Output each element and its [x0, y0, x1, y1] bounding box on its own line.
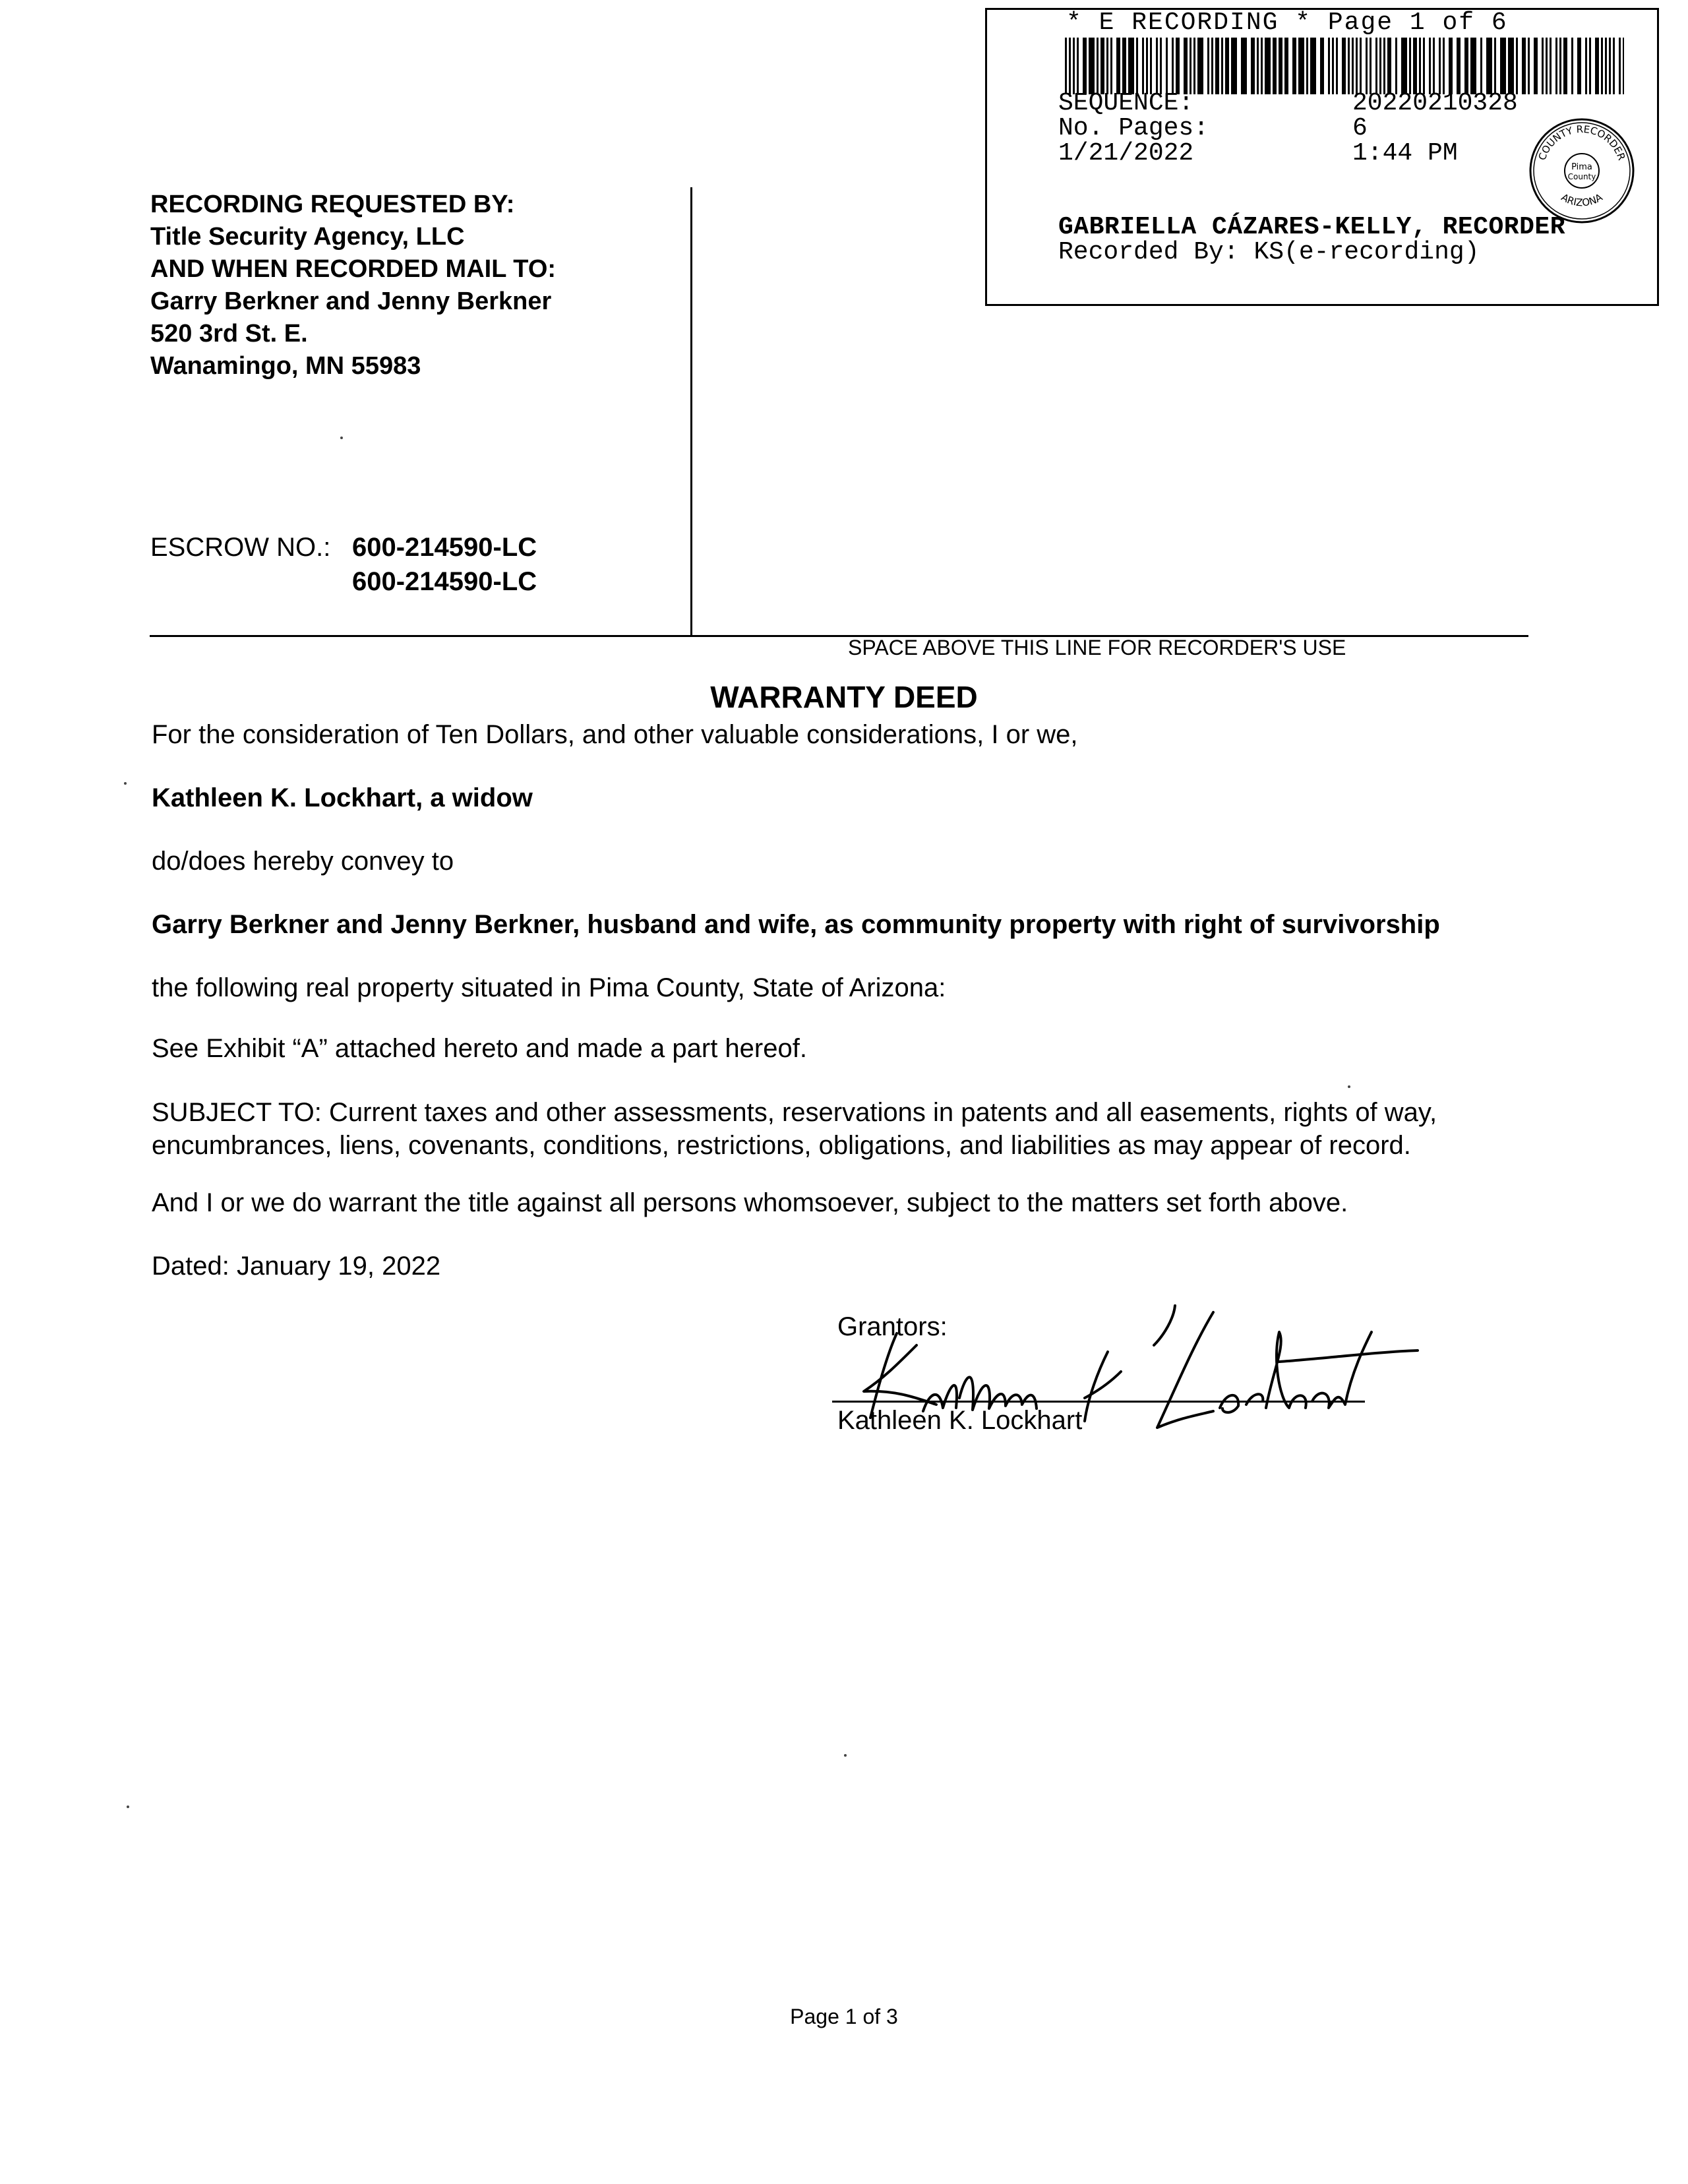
- divider-vertical: [690, 187, 692, 637]
- requested-by-label: RECORDING REQUESTED BY:: [150, 191, 515, 218]
- consideration-text: For the consideration of Ten Dollars, and other valuable considerations, I or we,: [152, 720, 1078, 749]
- recorder-stamp: [985, 8, 1659, 306]
- escrow-number: 600-214590-LC: [352, 567, 537, 596]
- dated-text: Dated: January 19, 2022: [152, 1252, 441, 1281]
- mail-to-city: Wanamingo, MN 55983: [150, 352, 421, 380]
- scan-speck: [124, 782, 127, 785]
- svg-text:ARIZONA: ARIZONA: [1559, 191, 1605, 209]
- sequence-label: SEQUENCE:: [1058, 89, 1194, 117]
- stamp-header: * E RECORDING * Page 1 of 6: [1066, 9, 1508, 37]
- escrow-number: 600-214590-LC: [352, 533, 537, 562]
- grantees-text: Garry Berkner and Jenny Berkner, husband and wife, as community property with right of survivorship: [152, 910, 1440, 939]
- recorded-by: Recorded By: KS(e-recording): [1058, 238, 1480, 266]
- recording-address-block: [150, 189, 556, 382]
- grantor-text: Kathleen K. Lockhart, a widow: [152, 783, 533, 812]
- recorder-space-note: SPACE ABOVE THIS LINE FOR RECORDER'S USE: [848, 636, 1346, 659]
- pages-value: 6: [1352, 114, 1368, 142]
- county-seal-icon: [1528, 117, 1636, 225]
- grantors-label: Grantors:: [837, 1312, 948, 1341]
- record-time: 1:44 PM: [1352, 139, 1458, 167]
- svg-text:COUNTY RECORDER: COUNTY RECORDER: [1536, 123, 1628, 162]
- requested-by-name: Title Security Agency, LLC: [150, 223, 465, 251]
- mail-to-label: AND WHEN RECORDED MAIL TO:: [150, 255, 557, 283]
- sequence-value: 20220210328: [1352, 89, 1518, 117]
- svg-text:Pima: Pima: [1571, 162, 1592, 172]
- exhibit-text: See Exhibit “A” attached hereto and made a part hereof.: [152, 1034, 807, 1063]
- recorder-name: GABRIELLA CÁZARES-KELLY, RECORDER: [1058, 213, 1566, 241]
- svg-text:County: County: [1567, 172, 1596, 181]
- pages-label: No. Pages:: [1058, 114, 1209, 142]
- mail-to-name: Garry Berkner and Jenny Berkner: [150, 288, 552, 315]
- scan-speck: [340, 437, 343, 439]
- grantor-printed-name: Kathleen K. Lockhart: [837, 1406, 1083, 1435]
- subject-to-text: SUBJECT TO: Current taxes and other assessments, reservations in patents and all easements, rights of way, encumbrances, liens, covenants, conditions, restrictions, obligations, and liabilities as may appear of record.: [152, 1098, 1437, 1160]
- handwritten-signature-image: [824, 1292, 1431, 1444]
- escrow-label: ESCROW NO.:: [150, 533, 331, 562]
- mail-to-street: 520 3rd St. E.: [150, 320, 308, 348]
- scan-speck: [127, 1805, 129, 1808]
- record-date: 1/21/2022: [1058, 139, 1194, 167]
- convey-text: do/does hereby convey to: [152, 847, 454, 876]
- page-number: Page 1 of 3: [790, 2005, 898, 2028]
- scan-speck: [844, 1754, 847, 1757]
- barcode-image: [1065, 38, 1624, 94]
- scan-speck: [1348, 1085, 1350, 1088]
- document-title: WARRANTY DEED: [710, 680, 978, 714]
- warrant-text: And I or we do warrant the title against all persons whomsoever, subject to the matters set forth above.: [152, 1188, 1348, 1217]
- property-text: the following real property situated in Pima County, State of Arizona:: [152, 973, 946, 1002]
